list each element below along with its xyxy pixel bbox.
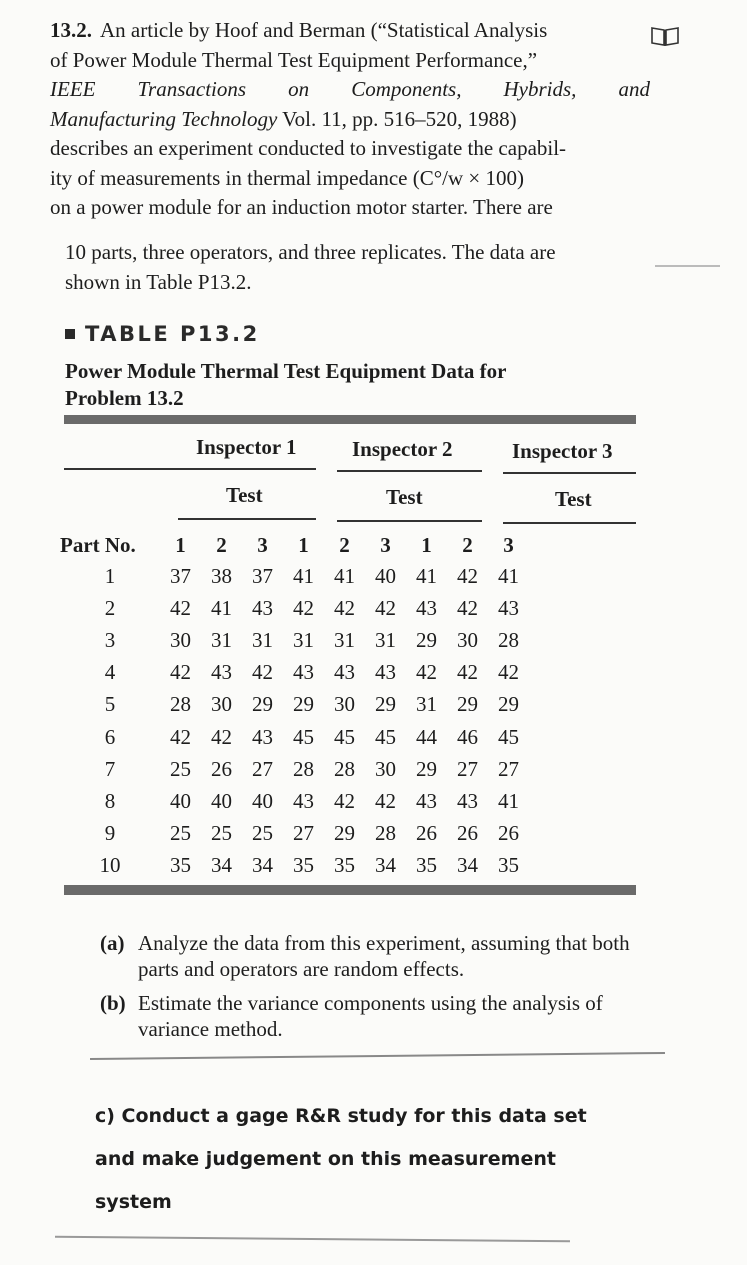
measurement-cell: 27 [498, 756, 519, 781]
table-title-line: Problem 13.2 [65, 386, 184, 410]
question-a-label: (a) [100, 931, 125, 955]
measurement-cell: 42 [498, 660, 519, 685]
question-b [100, 990, 655, 1042]
test-label: Test [386, 485, 423, 509]
measurement-cell: 42 [457, 660, 478, 685]
measurement-cell: 43 [498, 595, 519, 620]
measurement-cell: 40 [375, 563, 396, 588]
part-number: 5 [104, 692, 116, 717]
square-bullet-icon [65, 329, 75, 339]
measurement-cell: 29 [498, 692, 519, 717]
measurement-cell: 25 [252, 821, 273, 846]
added-question-c: c) Conduct a gage R&R study for this data set [95, 1105, 587, 1127]
measurement-cell: 45 [293, 724, 314, 749]
problem-line: 10 parts, three operators, and three replicates. The data are [65, 240, 556, 264]
journal-name: IEEE Transactions on Components, Hybrids, and [50, 77, 650, 101]
measurement-cell: 31 [334, 627, 355, 652]
table-title [65, 358, 605, 412]
measurement-cell: 29 [375, 692, 396, 717]
problem-line: of Power Module Thermal Test Equipment Performance,” [50, 47, 538, 72]
measurement-cell: 31 [252, 627, 273, 652]
part-number: 7 [104, 756, 116, 781]
measurement-cell: 40 [211, 788, 232, 813]
measurement-cell: 26 [211, 756, 232, 781]
table-top-rule [64, 415, 636, 424]
measurement-cell: 29 [252, 692, 273, 717]
question-a-text: Analyze the data from this experiment, assuming that both parts and operators are random effects. [138, 931, 630, 981]
measurement-cell: 27 [293, 821, 314, 846]
test-number: 2 [462, 532, 473, 557]
measurement-cell: 30 [375, 756, 396, 781]
question-b-label: (b) [100, 991, 126, 1015]
problem-line: Vol. 11, pp. 516–520, 1988) [277, 106, 517, 131]
inspector-3-header: Inspector 3 [512, 439, 613, 463]
measurement-cell: 42 [416, 660, 437, 685]
page-cut-line [90, 1052, 665, 1060]
measurement-cell: 34 [457, 853, 478, 878]
measurement-cell: 26 [416, 821, 437, 846]
problem-continued [65, 238, 655, 297]
measurement-cell: 41 [211, 595, 232, 620]
measurement-cell: 42 [211, 724, 232, 749]
test-number: 3 [257, 532, 268, 557]
part-number: 3 [104, 627, 116, 652]
problem-line: on a power module for an induction motor starter. There are [50, 195, 553, 219]
measurement-cell: 45 [498, 724, 519, 749]
measurement-cell: 42 [375, 788, 396, 813]
header-rule [64, 468, 316, 470]
table-row [60, 624, 529, 656]
page-cut-line [55, 1236, 570, 1242]
measurement-cell: 34 [375, 853, 396, 878]
table-title-line: Power Module Thermal Test Equipment Data for [65, 359, 507, 383]
measurement-cell: 25 [170, 821, 191, 846]
test-label: Test [555, 487, 592, 511]
measurement-cell: 40 [170, 788, 191, 813]
part-no-header: Part No. [60, 532, 136, 557]
problem-line: ity of measurements in thermal impedance (C°/w × 100) [50, 165, 524, 190]
measurement-cell: 43 [416, 788, 437, 813]
measurement-cell: 28 [498, 627, 519, 652]
measurement-cell: 31 [375, 627, 396, 652]
measurement-cell: 31 [293, 627, 314, 652]
test-label: Test [226, 483, 263, 507]
inspector-1-header: Inspector 1 [196, 435, 297, 459]
problem-line: shown in Table P13.2. [65, 269, 252, 294]
test-number: 2 [339, 532, 350, 557]
measurement-cell: 42 [334, 595, 355, 620]
table-row [60, 753, 529, 785]
measurement-cell: 42 [375, 595, 396, 620]
table-row [60, 850, 529, 882]
table-row [60, 592, 529, 624]
test-number: 3 [503, 532, 514, 557]
header-rule [337, 470, 482, 472]
table-row [60, 785, 529, 817]
test-rule [178, 518, 316, 520]
measurement-cell: 28 [375, 821, 396, 846]
measurement-cell: 42 [293, 595, 314, 620]
measurement-cell: 35 [293, 853, 314, 878]
measurement-cell: 29 [293, 692, 314, 717]
measurement-cell: 41 [334, 563, 355, 588]
measurement-cell: 25 [211, 821, 232, 846]
table-header-row [60, 530, 529, 560]
part-number: 1 [104, 563, 116, 588]
measurement-cell: 34 [252, 853, 273, 878]
measurement-cell: 28 [334, 756, 355, 781]
measurement-cell: 40 [252, 788, 273, 813]
part-number: 2 [104, 595, 116, 620]
measurement-cell: 29 [416, 627, 437, 652]
measurement-cell: 41 [293, 563, 314, 588]
table-row [60, 657, 529, 689]
measurement-cell: 41 [498, 788, 519, 813]
measurement-cell: 43 [457, 788, 478, 813]
table-row [60, 818, 529, 850]
measurement-cell: 43 [293, 660, 314, 685]
table-bottom-rule [64, 885, 636, 895]
measurement-cell: 27 [457, 756, 478, 781]
measurement-cell: 31 [211, 627, 232, 652]
measurement-cell: 43 [375, 660, 396, 685]
table-row [60, 689, 529, 721]
inspector-2-header: Inspector 2 [352, 437, 453, 461]
table-row [60, 721, 529, 753]
part-number: 6 [104, 724, 116, 749]
measurement-cell: 25 [170, 756, 191, 781]
measurement-cell: 29 [457, 692, 478, 717]
part-number: 4 [104, 660, 116, 685]
measurement-cell: 42 [170, 724, 191, 749]
test-rule [503, 522, 636, 524]
question-b-text: Estimate the variance components using the analysis of variance method. [138, 991, 603, 1041]
table-row [60, 560, 529, 592]
measurement-cell: 29 [334, 821, 355, 846]
measurement-cell: 42 [170, 660, 191, 685]
measurement-cell: 43 [211, 660, 232, 685]
measurement-cell: 42 [334, 788, 355, 813]
measurement-cell: 42 [170, 595, 191, 620]
measurement-cell: 43 [334, 660, 355, 685]
problem-line: describes an experiment conducted to investigate the capabil- [50, 136, 567, 160]
measurement-cell: 31 [416, 692, 437, 717]
measurement-cell: 46 [457, 724, 478, 749]
measurement-cell: 45 [375, 724, 396, 749]
measurement-cell: 41 [416, 563, 437, 588]
measurement-cell: 43 [293, 788, 314, 813]
measurement-cell: 43 [416, 595, 437, 620]
problem-number: 13.2. [50, 18, 92, 42]
measurement-cell: 28 [293, 756, 314, 781]
problem-line: An article by Hoof and Berman (“Statistical Analysis [100, 18, 548, 42]
measurement-cell: 28 [170, 692, 191, 717]
added-question-c: system [95, 1191, 172, 1213]
test-number: 1 [421, 532, 432, 557]
measurement-cell: 37 [170, 563, 191, 588]
test-number: 1 [298, 532, 309, 557]
measurement-cell: 35 [170, 853, 191, 878]
part-number: 8 [104, 788, 116, 813]
measurement-cell: 30 [334, 692, 355, 717]
measurement-cell: 26 [457, 821, 478, 846]
measurement-cell: 42 [457, 595, 478, 620]
table-label-text: TABLE P13.2 [85, 322, 260, 346]
journal-name: Manufacturing Technology [50, 106, 278, 131]
measurement-cell: 27 [252, 756, 273, 781]
data-table [60, 530, 529, 882]
page-edge-line [655, 265, 720, 267]
measurement-cell: 45 [334, 724, 355, 749]
measurement-cell: 41 [498, 563, 519, 588]
table-label [65, 322, 260, 346]
measurement-cell: 30 [211, 692, 232, 717]
measurement-cell: 34 [211, 853, 232, 878]
measurement-cell: 43 [252, 595, 273, 620]
question-a [100, 930, 655, 982]
test-number: 3 [380, 532, 391, 557]
measurement-cell: 35 [498, 853, 519, 878]
header-rule [503, 472, 636, 474]
measurement-cell: 38 [211, 563, 232, 588]
measurement-cell: 26 [498, 821, 519, 846]
problem-statement [50, 16, 650, 223]
measurement-cell: 42 [252, 660, 273, 685]
open-book-icon [650, 25, 680, 47]
measurement-cell: 35 [334, 853, 355, 878]
measurement-cell: 44 [416, 724, 437, 749]
added-question-c: and make judgement on this measurement [95, 1148, 556, 1170]
test-rule [337, 520, 482, 522]
measurement-cell: 29 [416, 756, 437, 781]
test-number: 2 [216, 532, 227, 557]
measurement-cell: 43 [252, 724, 273, 749]
measurement-cell: 30 [457, 627, 478, 652]
table-body [60, 560, 529, 882]
measurement-cell: 37 [252, 563, 273, 588]
test-number: 1 [175, 532, 186, 557]
part-number: 10 [99, 853, 121, 878]
measurement-cell: 42 [457, 563, 478, 588]
measurement-cell: 30 [170, 627, 191, 652]
part-number: 9 [104, 821, 116, 846]
measurement-cell: 35 [416, 853, 437, 878]
